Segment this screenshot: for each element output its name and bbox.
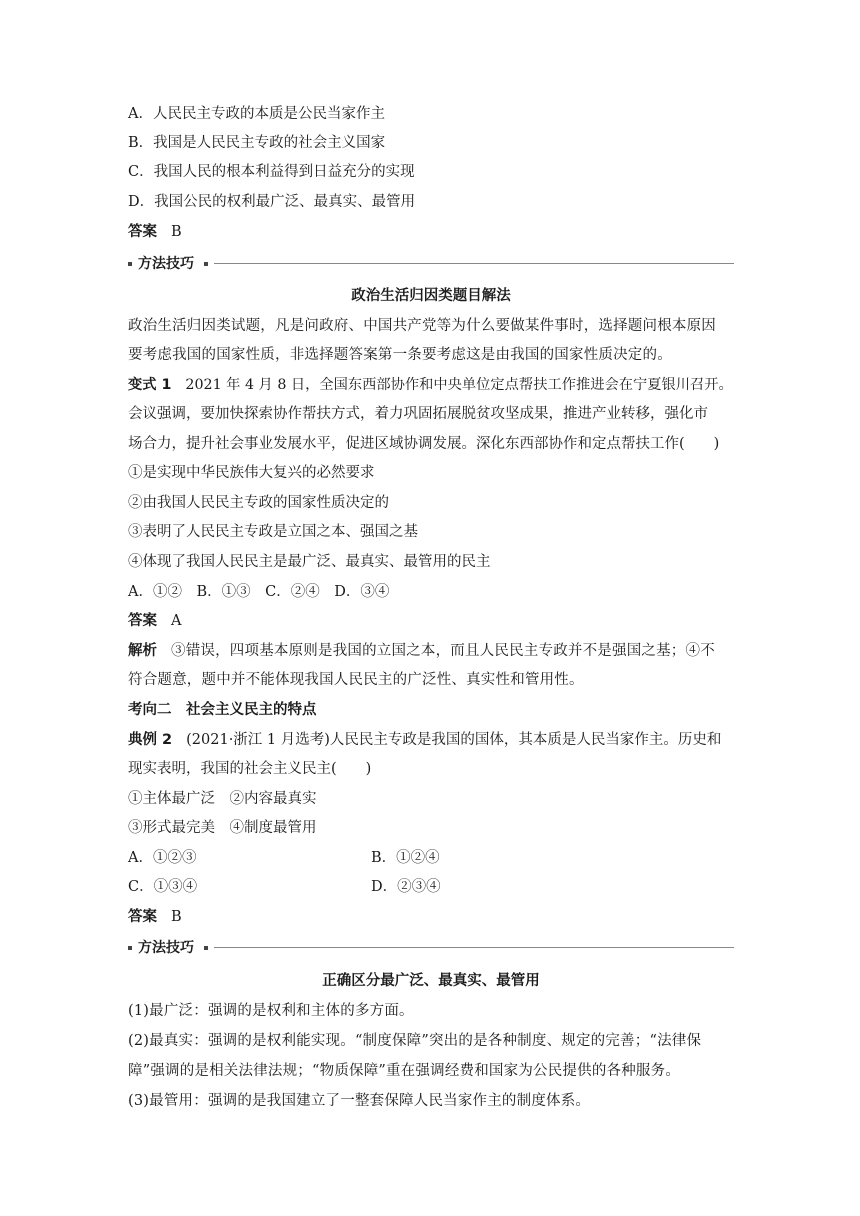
example-text-line: 现实表明，我国的社会主义民主( ) — [128, 761, 372, 777]
answer-label: 答案 — [128, 613, 157, 629]
answer-value: B — [171, 909, 182, 925]
option-c: C．我国人民的根本利益得到日益充分的实现 — [128, 164, 415, 180]
variant-1-line — [128, 374, 734, 396]
statement-2: ②由我国人民民主专政的国家性质决定的 — [128, 495, 389, 511]
option-d: D．我国公民的权利最广泛、最真实、最管用 — [128, 194, 416, 210]
choice-row-2 — [128, 876, 734, 898]
divider-rule — [214, 947, 734, 948]
variant-choices: A．①② B．①③ C．②④ D．③④ — [128, 584, 390, 600]
method-tips-divider — [128, 258, 734, 270]
answer-line-3 — [128, 906, 734, 928]
variant-text-line: 场合力，提升社会事业发展水平，促进区域协调发展。深化东西部协作和定点帮扶工作( ) — [128, 436, 720, 452]
tips-point-1: (1)最广泛：强调的是权利和主体的多方面。 — [128, 1003, 414, 1019]
analysis-label: 解析 — [128, 643, 157, 659]
example-label: 典例 2 — [128, 732, 173, 748]
statement-4: ④体现了我国人民民主是最广泛、最真实、最管用的民主 — [128, 554, 491, 570]
choice-b: B．①②④ — [371, 850, 440, 866]
tips-point-3: (3)最管用：强调的是我国建立了一整套保障人民当家作主的制度体系。 — [128, 1093, 591, 1109]
tips-point-2: (2)最真实：强调的是权利能实现。“制度保障”突出的是各种制度、规定的完善；“法律保 — [128, 1033, 702, 1049]
choice-a: A．①②③ — [128, 850, 197, 866]
variant-text: 2021 年 4 月 8 日，全国东西部协作和中央单位定点帮扶工作推进会在宁夏银川召开。 — [185, 377, 733, 393]
example-statements-1: ①主体最广泛 ②内容最真实 — [128, 791, 317, 807]
answer-label: 答案 — [128, 909, 157, 925]
tips-title: 政治生活归因类题目解法 — [351, 288, 511, 304]
direction-2-title: 考向二 社会主义民主的特点 — [128, 702, 317, 718]
example-statements-2: ③形式最完美 ④制度最管用 — [128, 820, 317, 836]
option-a: A．人民民主专政的本质是公民当家作主 — [128, 106, 385, 122]
divider-square-icon — [204, 262, 208, 266]
method-tips-label: 方法技巧 — [138, 940, 194, 956]
example-2-line — [128, 729, 734, 751]
divider-square-icon — [204, 946, 208, 950]
method-tips-label: 方法技巧 — [138, 256, 194, 272]
statement-1: ①是实现中华民族伟大复兴的必然要求 — [128, 465, 375, 481]
answer-value: B — [171, 224, 182, 240]
tips-body-line: 政治生活归因类试题，凡是问政府、中国共产党等为什么要做某件事时，选择题问根本原因 — [128, 318, 716, 334]
answer-value: A — [171, 613, 182, 629]
method-tips-divider — [128, 942, 734, 954]
variant-text-line: 会议强调，要加快探索协作帮扶方式，着力巩固拓展脱贫攻坚成果，推进产业转移，强化市 — [128, 406, 708, 422]
choice-row-1 — [128, 847, 734, 869]
example-text: (2021·浙江 1 月选考)人民民主专政是我国的国体，其本质是人民当家作主。历史和 — [186, 732, 722, 748]
choice-c: C．①③④ — [128, 879, 198, 895]
choice-d: D．②③④ — [371, 879, 441, 895]
analysis-text: ③错误，四项基本原则是我国的立国之本，而且人民民主专政并不是强国之基；④不 — [171, 643, 715, 659]
answer-line-2 — [128, 610, 734, 632]
answer-line-1 — [128, 221, 734, 243]
analysis-text-line: 符合题意，题中并不能体现我国人民民主的广泛性、真实性和管用性。 — [128, 672, 584, 688]
divider-square-icon — [128, 262, 132, 266]
divider-square-icon — [128, 946, 132, 950]
statement-3: ③表明了人民民主专政是立国之本、强国之基 — [128, 524, 418, 540]
tips-body-line: 要考虑我国的国家性质，非选择题答案第一条要考虑这是由我国的国家性质决定的。 — [128, 347, 672, 363]
tips-title: 正确区分最广泛、最真实、最管用 — [322, 973, 540, 989]
option-b: B．我国是人民民主专政的社会主义国家 — [128, 135, 386, 151]
analysis-line — [128, 640, 734, 662]
answer-label: 答案 — [128, 224, 157, 240]
divider-rule — [214, 263, 734, 264]
variant-label: 变式 1 — [128, 377, 172, 393]
tips-point-2-cont: 障”强调的是相关法律法规；“物质保障”重在强调经费和国家为公民提供的各种服务。 — [128, 1063, 681, 1079]
